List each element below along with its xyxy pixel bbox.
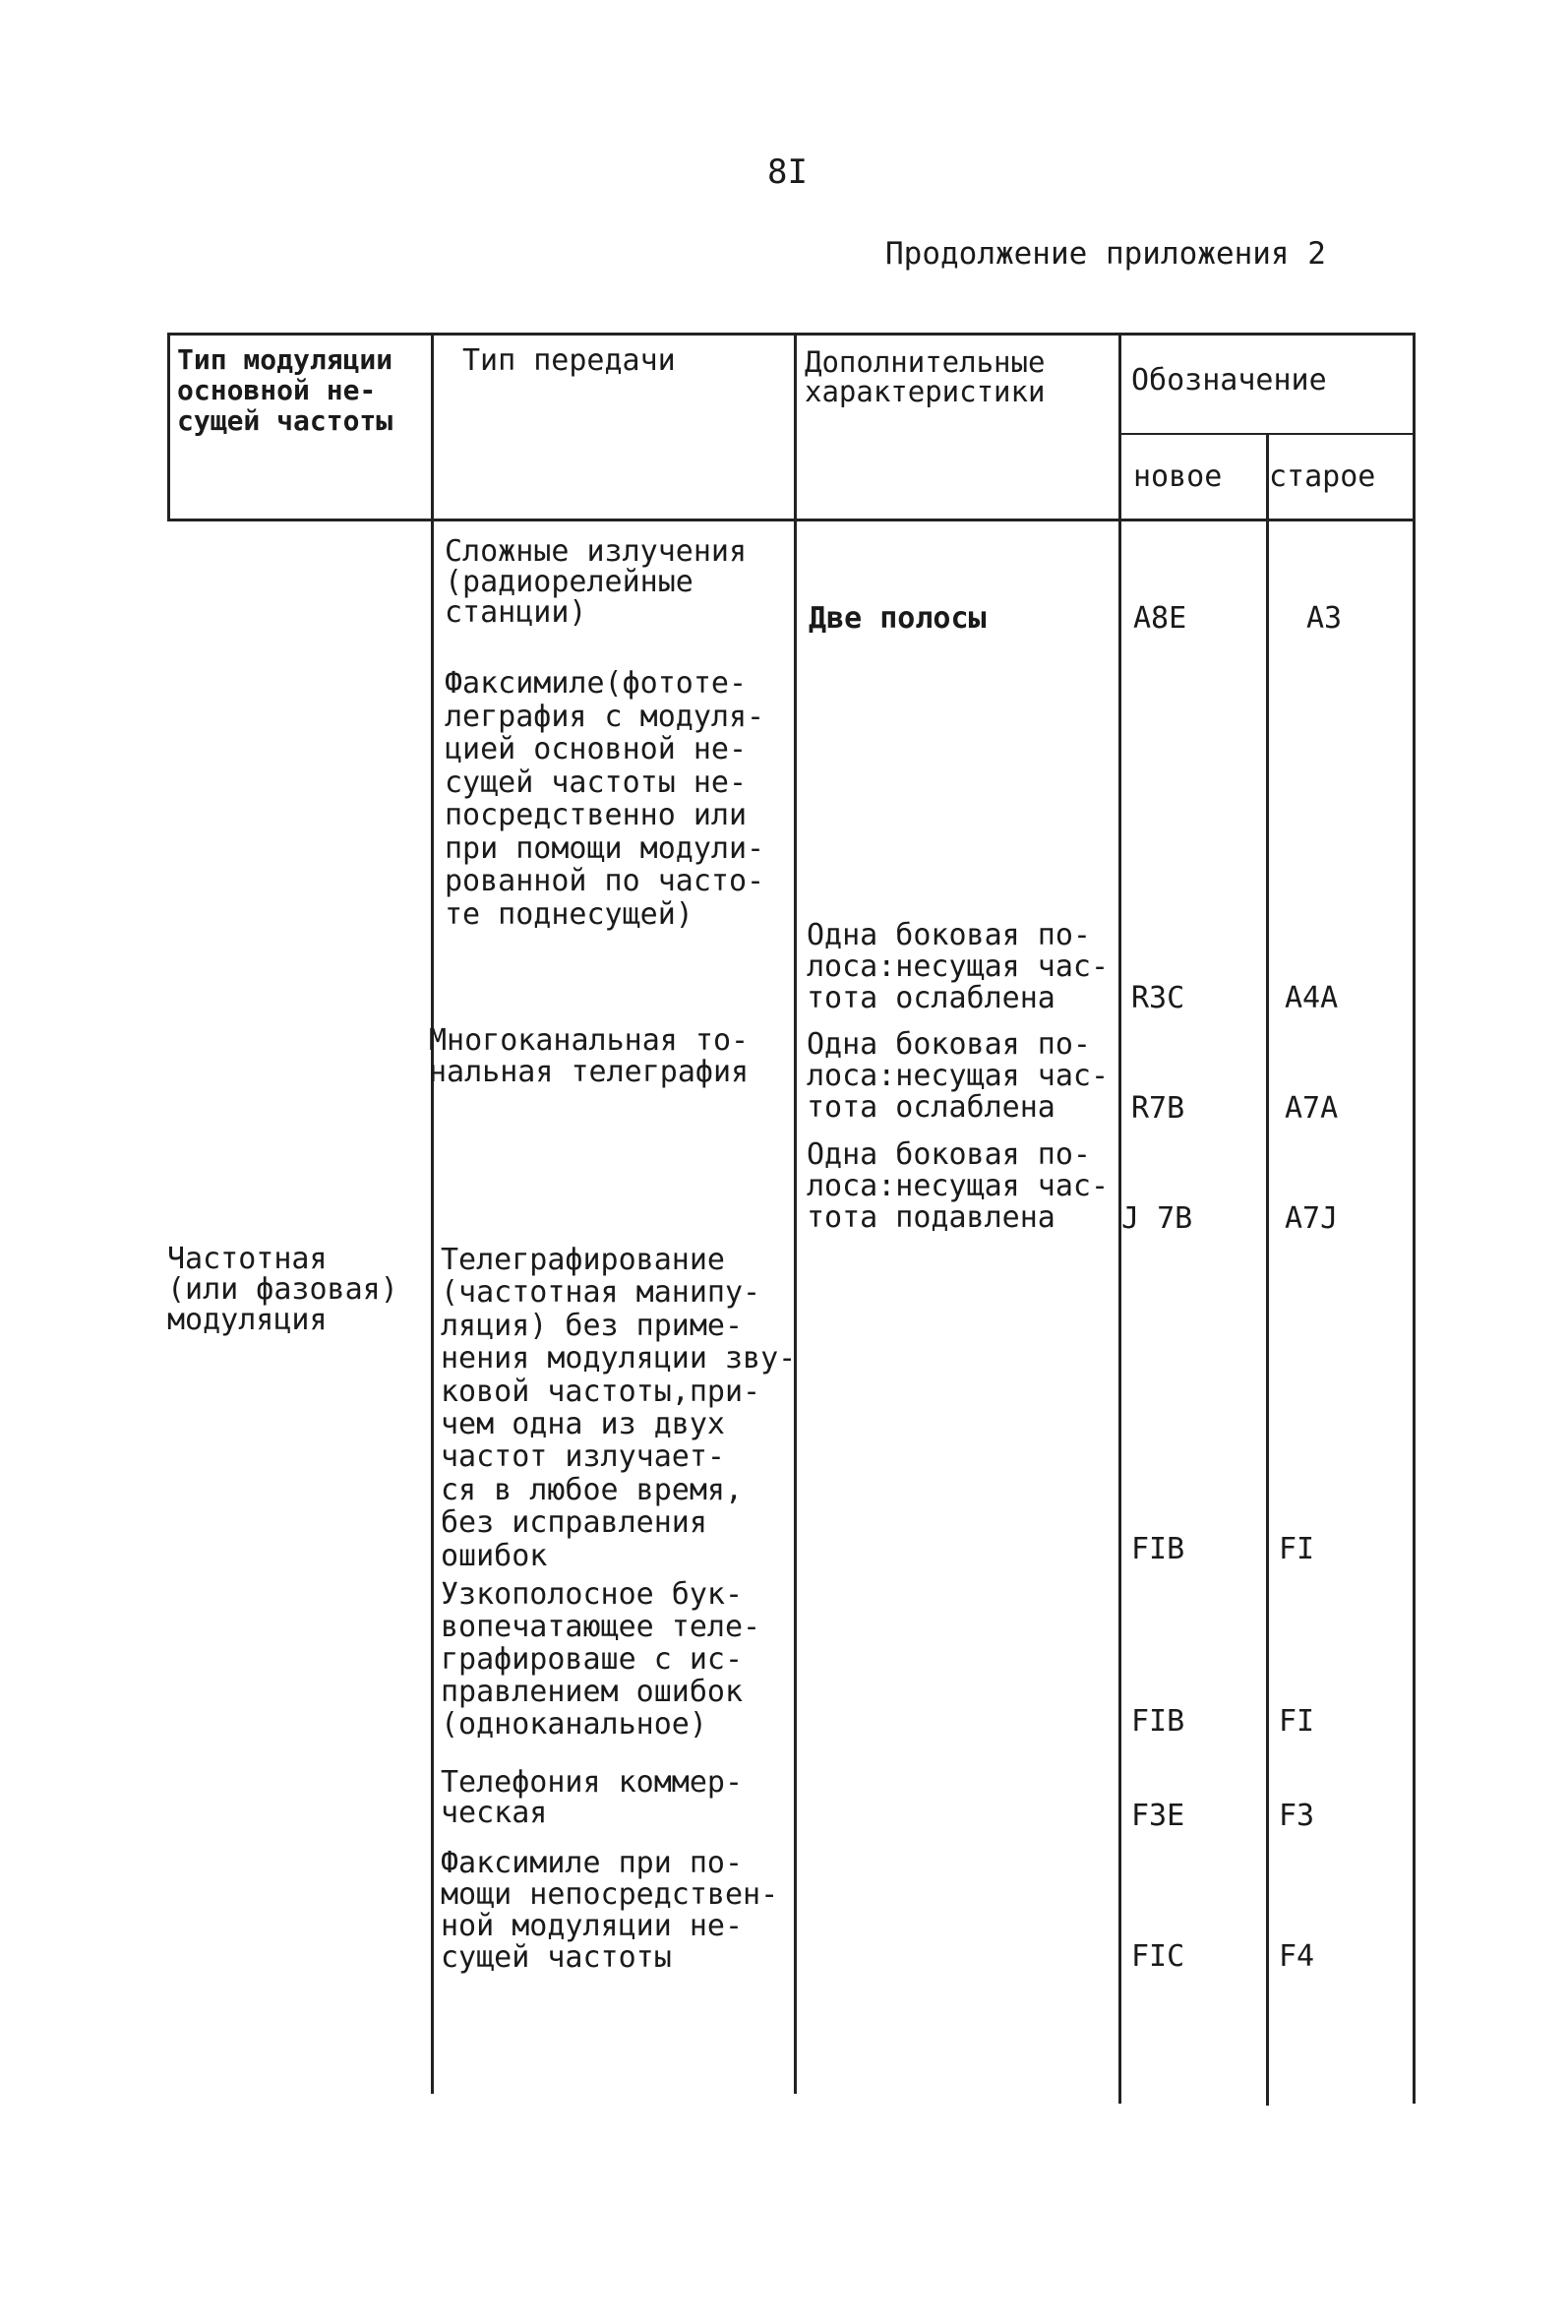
row-7-new: F3E (1131, 1799, 1185, 1833)
col-divider-2 (794, 333, 797, 2094)
row-8-type: Факсимиле при по- мощи непосредствен- ной модуляции не- сущей частоты (441, 1846, 779, 1975)
row-5-old: FI (1279, 1532, 1315, 1566)
row-4-new: J 7B (1121, 1201, 1193, 1236)
row-7-old: F3 (1279, 1799, 1315, 1833)
header-designation: Обозначение (1131, 363, 1327, 398)
table-right-border (1413, 333, 1416, 2104)
row-3-type: Многоканальная то- нальная телеграфия (429, 1023, 750, 1089)
row-2-new: R3C (1131, 981, 1185, 1015)
row-3-new: R7B (1131, 1091, 1185, 1126)
row-0-old: A3 (1306, 601, 1343, 636)
header-new: новое (1133, 459, 1223, 494)
modulation-frequency-label: Частотная (или фазовая) модуляция (167, 1242, 398, 1337)
row-4-old: A7J (1285, 1201, 1339, 1236)
header-bottom-border (167, 519, 1415, 521)
table-left-border (167, 333, 170, 521)
header-old: старое (1269, 459, 1376, 494)
row-3-old: A7A (1285, 1091, 1339, 1126)
row-8-new: FIC (1131, 1939, 1185, 1974)
col-divider-4 (1266, 433, 1269, 2106)
header-modulation-type: Тип модуляции основной не- сущей частоты (177, 343, 393, 437)
row-8-old: F4 (1279, 1939, 1315, 1974)
row-6-type: Узкополосное бук- вопечатающее теле- графироваше с ис- правлением ошибок (одноканальное) (441, 1577, 761, 1742)
row-1-type: Факсимиле(фототе- леграфия с модуля- цией основной не- сущей частоты не- посредственно или при помощи модули- рованной по часто- те поднесущей) (445, 666, 765, 932)
continuation-heading: Продолжение приложения 2 (885, 236, 1326, 272)
row-5-new: FIB (1131, 1532, 1185, 1566)
row-2-old: A4A (1285, 981, 1339, 1015)
header-transmission-type: Тип передачи (462, 343, 676, 378)
row-4-extra: Одна боковая по- лоса:несущая час- тота подавлена (807, 1137, 1110, 1235)
table-top-border (167, 333, 1415, 336)
row-3-extra: Одна боковая по- лоса:несущая час- тота ослаблена (807, 1027, 1110, 1125)
row-5-type: Телеграфирование (частотная манипу- ляция) без приме- нения модуляции зву- ковой частоты,при- чем одна из двух частот излучает- ся в любое время, без исправления ошибок (441, 1243, 797, 1573)
col-divider-1 (431, 333, 434, 2094)
row-0-type: Сложные излучения (радиорелейные станции) (445, 534, 748, 630)
row-0-extra: Две полосы (809, 601, 987, 636)
row-2-extra: Одна боковая по- лоса:несущая час- тота ослаблена (807, 918, 1110, 1015)
header-extra: Дополнительные характеристики (805, 345, 1046, 408)
row-6-old: FI (1279, 1704, 1315, 1739)
row-7-type: Телефония коммер- ческая (441, 1765, 744, 1830)
row-0-new: A8E (1133, 601, 1187, 636)
page-number: 8I (767, 153, 808, 192)
row-6-new: FIB (1131, 1704, 1185, 1739)
